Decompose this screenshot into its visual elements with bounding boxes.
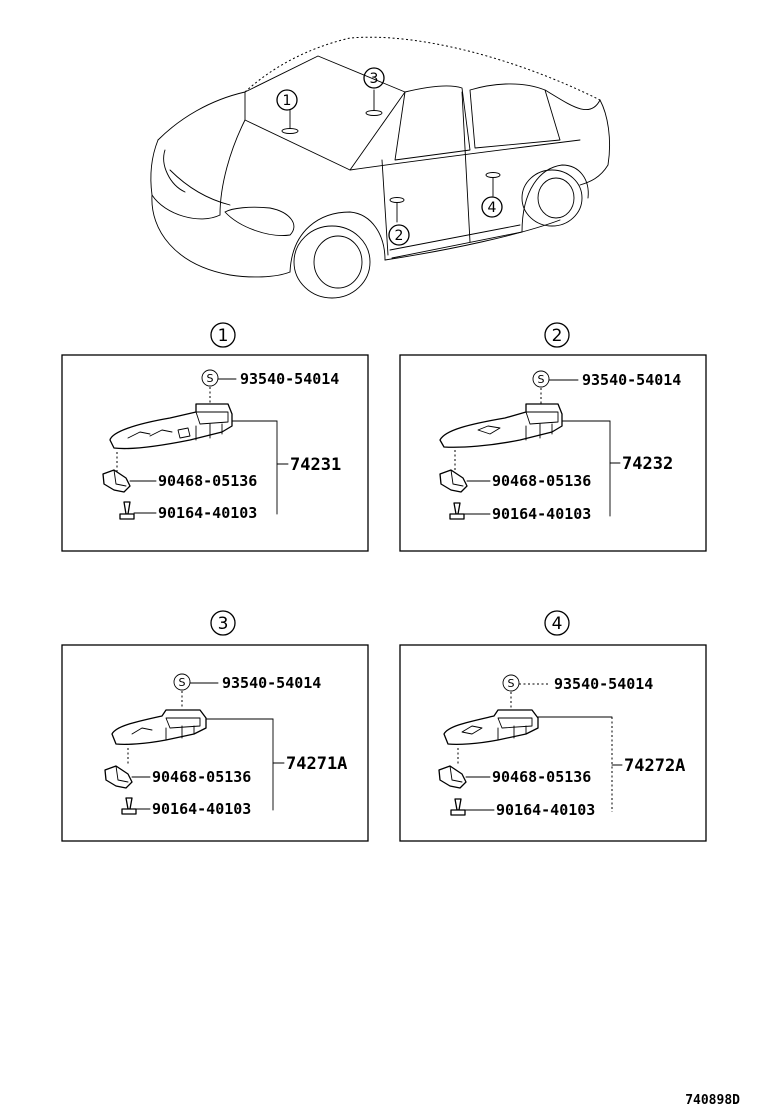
part-number-cover: 93540-54014 xyxy=(222,674,322,692)
part-number-clip: 90468-05136 xyxy=(152,768,252,786)
panel-callout-3-label: 3 xyxy=(217,614,229,634)
panel-4 xyxy=(400,645,706,841)
car-callout-3-label: 3 xyxy=(369,71,379,87)
s-mark: S xyxy=(178,676,186,689)
part-number-cover: 93540-54014 xyxy=(582,371,682,389)
car-callout-1-label: 1 xyxy=(282,93,292,109)
car-callout-2-label: 2 xyxy=(394,228,404,244)
illustration-code: 740898D xyxy=(685,1093,740,1108)
panel-callout-1-label: 1 xyxy=(217,326,229,346)
s-mark: S xyxy=(206,372,214,385)
part-number-screw: 90164-40103 xyxy=(496,801,596,819)
s-mark: S xyxy=(537,373,545,386)
part-number-cover: 93540-54014 xyxy=(554,675,654,693)
part-number-cover: 93540-54014 xyxy=(240,370,340,388)
panel-callout-4-label: 4 xyxy=(551,614,563,634)
part-number-screw: 90164-40103 xyxy=(152,800,252,818)
car-illustration xyxy=(151,37,610,298)
panel-1 xyxy=(62,355,368,551)
car-callout-4-label: 4 xyxy=(487,200,497,216)
assembly-number: 74231 xyxy=(290,455,342,475)
assembly-number: 74272A xyxy=(624,756,686,776)
assembly-number: 74271A xyxy=(286,754,348,774)
panel-callout-2-label: 2 xyxy=(551,326,563,346)
part-number-clip: 90468-05136 xyxy=(158,472,258,490)
part-number-screw: 90164-40103 xyxy=(158,504,258,522)
panel-2 xyxy=(400,355,706,551)
s-mark: S xyxy=(507,677,515,690)
panel-3 xyxy=(62,645,368,841)
part-number-screw: 90164-40103 xyxy=(492,505,592,523)
part-number-clip: 90468-05136 xyxy=(492,472,592,490)
part-number-clip: 90468-05136 xyxy=(492,768,592,786)
assembly-number: 74232 xyxy=(622,454,674,474)
